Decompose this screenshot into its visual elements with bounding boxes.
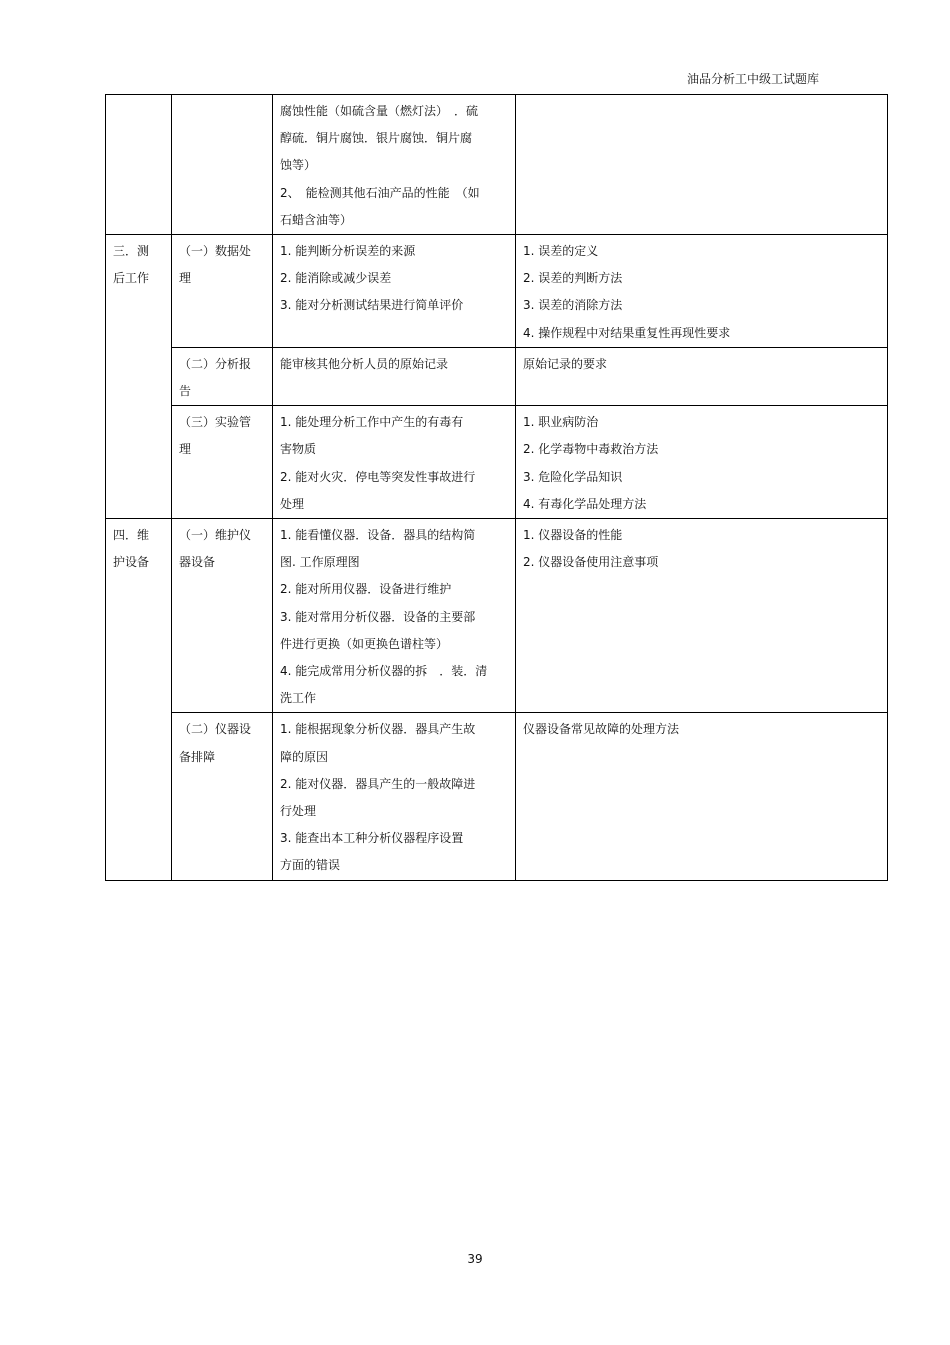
cell-line: （一）维护仪 xyxy=(179,528,252,543)
section-cell xyxy=(106,519,172,881)
cell-line: 1. 能处理分析工作中产生的有毒有 xyxy=(280,415,464,430)
cell-line: 2. 仪器设备使用注意事项 xyxy=(523,555,659,570)
cell-line: 2. 误差的判断方法 xyxy=(523,271,623,286)
table-row xyxy=(106,235,888,348)
cell-line: 能审核其他分析人员的原始记录 xyxy=(280,356,449,371)
item-cell xyxy=(172,235,273,348)
knowledge-requirements-cell xyxy=(516,406,888,519)
cell-line: 仪器设备常见故障的处理方法 xyxy=(523,722,680,737)
cell-line: 3. 危险化学品知识 xyxy=(523,469,623,484)
table-row xyxy=(106,713,888,880)
cell-line: 1. 职业病防治 xyxy=(523,415,599,430)
section-cell xyxy=(106,95,172,235)
skill-requirements-cell xyxy=(273,347,516,405)
table-row xyxy=(106,519,888,713)
cell-line: 原始记录的要求 xyxy=(523,356,608,371)
cell-line: 石蜡含油等） xyxy=(280,212,353,227)
cell-line: 蚀等） xyxy=(280,158,317,173)
knowledge-requirements-cell xyxy=(516,713,888,880)
cell-line: 2、 能检测其他石油产品的性能 （如 xyxy=(280,185,480,200)
skill-requirements-cell xyxy=(273,95,516,235)
cell-line: 件进行更换（如更换色谱柱等） xyxy=(280,636,449,651)
cell-line: 洗工作 xyxy=(280,691,317,706)
cell-line: 4. 操作规程中对结果重复性再现性要求 xyxy=(523,325,731,340)
cell-line: 三．测 xyxy=(113,244,150,259)
cell-line: 2. 能对所用仪器．设备进行维护 xyxy=(280,582,452,597)
skill-requirements-cell xyxy=(273,406,516,519)
table-row xyxy=(106,95,888,235)
cell-line: 3. 能对常用分析仪器．设备的主要部 xyxy=(280,609,476,624)
cell-line: （二）仪器设 xyxy=(179,722,252,737)
cell-line: 备排障 xyxy=(179,749,216,764)
cell-line: 2. 化学毒物中毒救治方法 xyxy=(523,442,659,457)
section-cell xyxy=(106,235,172,519)
item-cell xyxy=(172,406,273,519)
skill-requirements-cell xyxy=(273,519,516,713)
page-number: 39 xyxy=(467,1252,483,1266)
cell-line: 行处理 xyxy=(280,804,317,819)
knowledge-requirements-cell xyxy=(516,235,888,348)
item-cell xyxy=(172,347,273,405)
cell-line: 4. 能完成常用分析仪器的拆 ．装．清 xyxy=(280,664,488,679)
cell-line: 3. 能查出本工种分析仪器程序设置 xyxy=(280,831,464,846)
cell-line: 四．维 xyxy=(113,528,150,543)
knowledge-requirements-cell xyxy=(516,95,888,235)
cell-line: （三）实验管 xyxy=(179,415,252,430)
item-cell xyxy=(172,713,273,880)
cell-line: 后工作 xyxy=(113,271,150,286)
cell-line: （一）数据处 xyxy=(179,244,252,259)
skill-requirements-cell xyxy=(273,713,516,880)
cell-line: 1. 能判断分析误差的来源 xyxy=(280,244,416,259)
table-row xyxy=(106,347,888,405)
cell-line: 醇硫．铜片腐蚀．银片腐蚀．铜片腐 xyxy=(280,131,473,146)
cell-line: 器设备 xyxy=(179,555,216,570)
item-cell xyxy=(172,95,273,235)
competency-table xyxy=(105,94,888,881)
cell-line: 1. 误差的定义 xyxy=(523,244,599,259)
skill-requirements-cell xyxy=(273,235,516,348)
cell-line: 处理 xyxy=(280,496,305,511)
cell-line: 2. 能消除或减少误差 xyxy=(280,271,392,286)
item-cell xyxy=(172,519,273,713)
cell-line: 理 xyxy=(179,442,192,457)
cell-line: 害物质 xyxy=(280,442,317,457)
cell-line: 3. 能对分析测试结果进行简单评价 xyxy=(280,298,464,313)
page-header-title: 油品分析工中级工试题库 xyxy=(686,72,819,86)
cell-line: 告 xyxy=(179,384,192,399)
cell-line: 3. 误差的消除方法 xyxy=(523,298,623,313)
cell-line: 1. 能根据现象分析仪器．器具产生故 xyxy=(280,722,476,737)
knowledge-requirements-cell xyxy=(516,347,888,405)
cell-line: 腐蚀性能（如硫含量（燃灯法） ．硫 xyxy=(280,104,479,118)
cell-line: 理 xyxy=(179,271,192,286)
cell-line: （二）分析报 xyxy=(179,356,252,371)
cell-line: 2. 能对火灾．停电等突发性事故进行 xyxy=(280,469,476,484)
cell-line: 2. 能对仪器．器具产生的一般故障进 xyxy=(280,776,476,791)
cell-line: 护设备 xyxy=(113,555,150,570)
cell-line: 障的原因 xyxy=(280,749,329,764)
table-row xyxy=(106,406,888,519)
cell-line: 图. 工作原理图 xyxy=(280,555,360,570)
knowledge-requirements-cell xyxy=(516,519,888,713)
cell-line: 1. 能看懂仪器．设备．器具的结构简 xyxy=(280,528,476,543)
cell-line: 4. 有毒化学品处理方法 xyxy=(523,496,647,511)
cell-line: 方面的错误 xyxy=(280,858,341,873)
cell-line: 1. 仪器设备的性能 xyxy=(523,528,623,543)
